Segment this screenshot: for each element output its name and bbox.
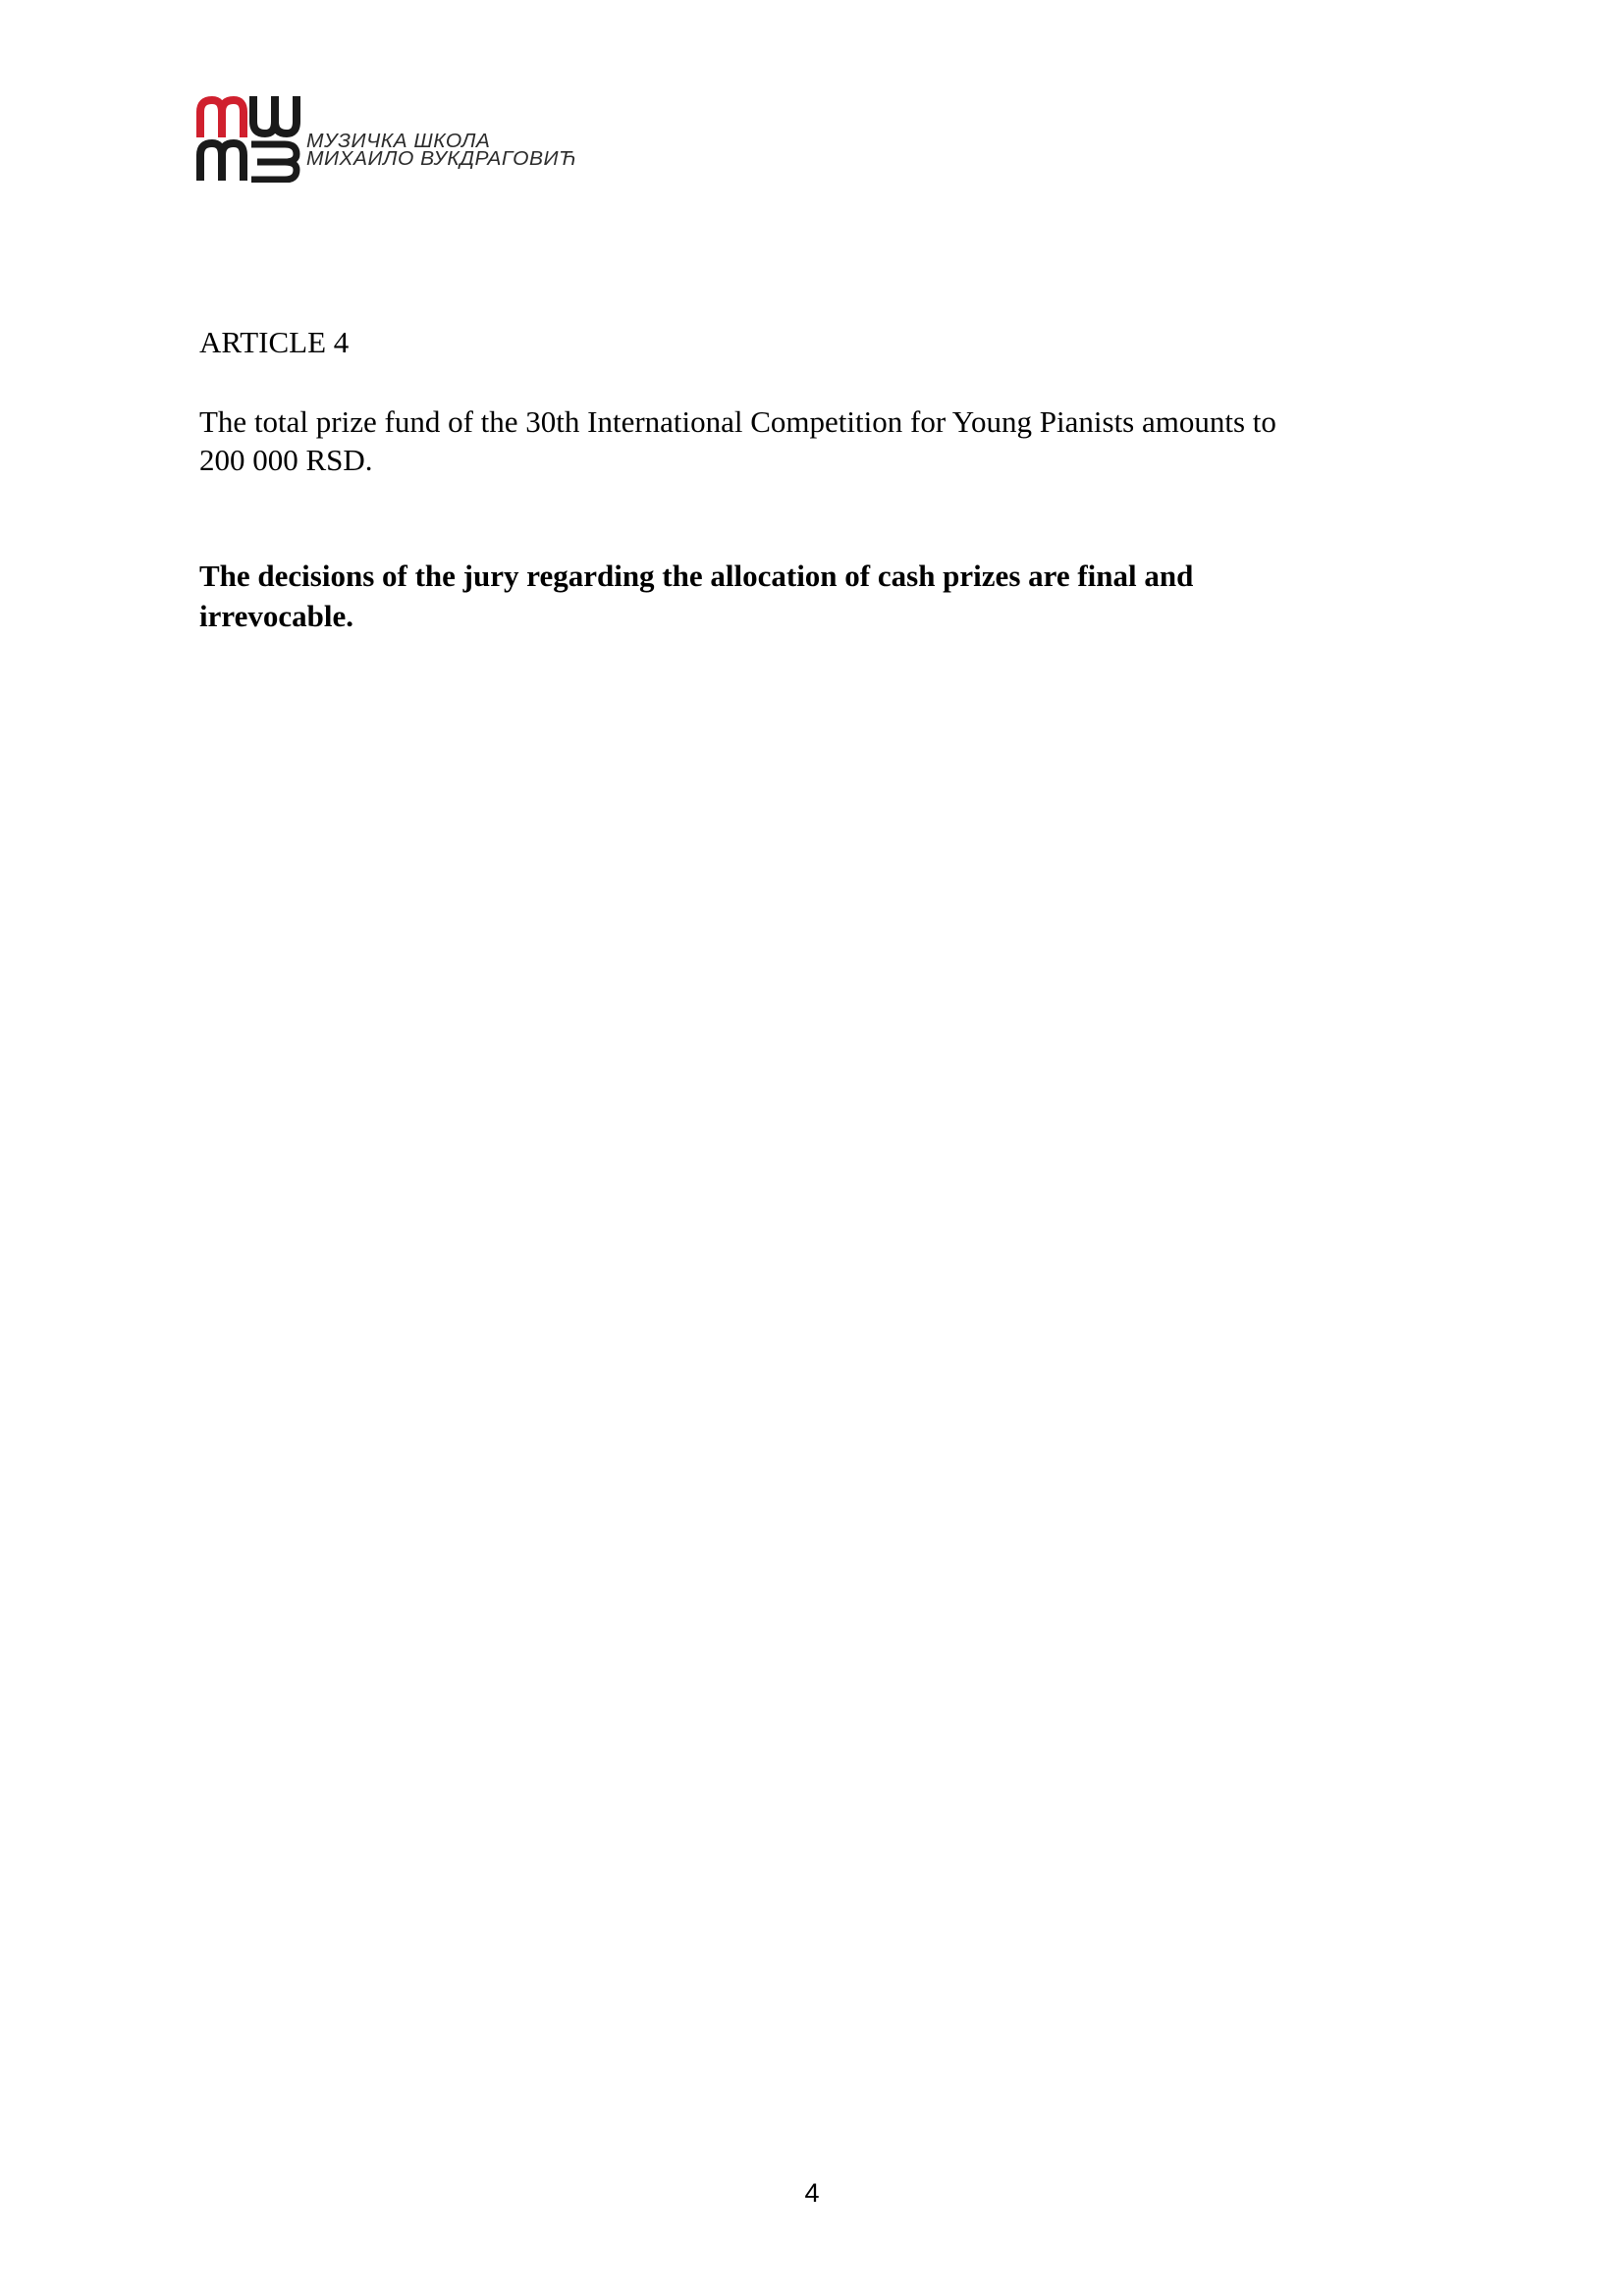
bold-paragraph-line: irrevocable.: [199, 599, 353, 633]
jury-decision-paragraph: [199, 556, 1427, 636]
school-logo-line-2: МИХАИЛО ВУКДРАГОВИЋ: [306, 148, 577, 170]
prize-fund-paragraph: [199, 402, 1427, 479]
article-heading: ARTICLE 4: [199, 325, 350, 359]
page-number: 4: [804, 2178, 820, 2208]
school-logo-line-1: МУЗИЧКА ШКОЛА: [306, 131, 491, 152]
paragraph-line: The total prize fund of the 30th International Competition for Young Pianists amounts to: [199, 404, 1276, 439]
school-logo-mark: [196, 94, 304, 183]
school-logo: [196, 94, 589, 183]
paragraph-line: 200 000 RSD.: [199, 443, 373, 477]
bold-paragraph-line: The decisions of the jury regarding the allocation of cash prizes are final and: [199, 559, 1194, 593]
school-logo-wordmark: [306, 133, 576, 168]
